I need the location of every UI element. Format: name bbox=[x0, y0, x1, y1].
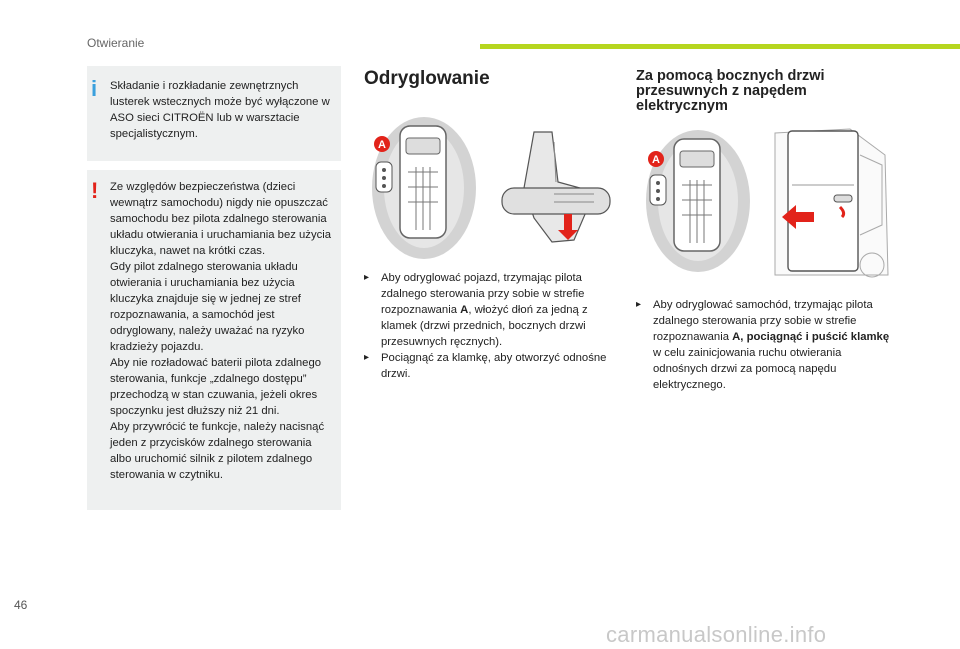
page-number: 46 bbox=[14, 598, 28, 612]
header-accent-bar bbox=[480, 44, 960, 49]
triangle-bullet-icon: ▸ bbox=[364, 272, 370, 283]
hand-handle-illustration bbox=[494, 122, 614, 252]
sliding-door-instructions bbox=[636, 297, 896, 393]
warning-mark-icon: ! bbox=[91, 178, 99, 203]
triangle-bullet-icon: ▸ bbox=[636, 299, 642, 310]
zone-a-label: A bbox=[652, 154, 660, 166]
triangle-bullet-icon: ▸ bbox=[364, 352, 370, 363]
section-title: Otwieranie bbox=[87, 36, 145, 50]
door-handle-icon bbox=[502, 188, 610, 214]
warning-box bbox=[87, 170, 341, 510]
watermark: carmanualsonline.info bbox=[606, 622, 827, 647]
info-text: Składanie i rozkładanie zewnętrznych lusterek wstecznych może być wyłączone w ASO sieci CITROËN lub w warsztacie specjalistycznym. bbox=[110, 80, 330, 140]
door-handle-icon bbox=[834, 195, 852, 202]
info-box bbox=[87, 66, 341, 161]
zone-a-label: A bbox=[378, 139, 386, 151]
info-mark-icon: i bbox=[91, 76, 98, 101]
car-zone-illustration-right bbox=[640, 125, 752, 275]
list-item: ▸ Pociągnąć za klamkę, aby otworzyć odnośne drzwi. bbox=[364, 352, 607, 380]
unlock-heading: Odryglowanie bbox=[364, 68, 490, 89]
sliding-door-heading: Za pomocą bocznych drzwi przesuwnych z napędem elektrycznym bbox=[636, 68, 825, 114]
sliding-door-illustration bbox=[770, 125, 890, 285]
list-item: ▸ Aby odryglować pojazd, trzymając pilota zdalnego sterowania przy sobie w strefie rozpoznawania A, włożyć dłoń za jedną z klamek (drzwi przednich, bocznych drzwi przesuwnych ręcznych). bbox=[364, 272, 588, 348]
car-zone-illustration bbox=[366, 112, 478, 262]
unlock-instructions bbox=[364, 270, 609, 382]
warning-text: Ze względów bezpieczeństwa (dzieci wewnątrz samochodu) nigdy nie opuszczać samochodu bez pilota zdalnego sterowania układu otwierania i uruchamiania bez użycia kluczyka, nawet na krótki czas. Gdy pilot zdalnego sterowania układu otwierania i uruchamiania bez użycia kluczyka znajduje się w jednej ze stref rozpoznawania, a samochód jest odryglowany, należy uważać na ryzyko kradzieży pojazdu. Aby nie rozładować baterii pilota zdalnego sterowania, funkcje „zdalnego dostępu” przechodzą w stan czuwania, jeżeli okres spoczynku jest dłuższy niż 21 dni. Aby przywrócić te funkcje, należy nacisnąć jeden z przycisków zdalnego sterowania albo uruchomić silnik z pilotem zdalnego sterowania w czytniku. bbox=[110, 181, 332, 481]
list-item: ▸ Aby odryglować samochód, trzymając pilota zdalnego sterowania przy sobie w strefie rozpoznawania A, pociągnąć i puścić klamkę w celu zainicjowania ruchu otwierania odnośnych drzwi za pomocą napędu elektrycznego. bbox=[636, 299, 890, 391]
hand-icon bbox=[524, 132, 586, 242]
